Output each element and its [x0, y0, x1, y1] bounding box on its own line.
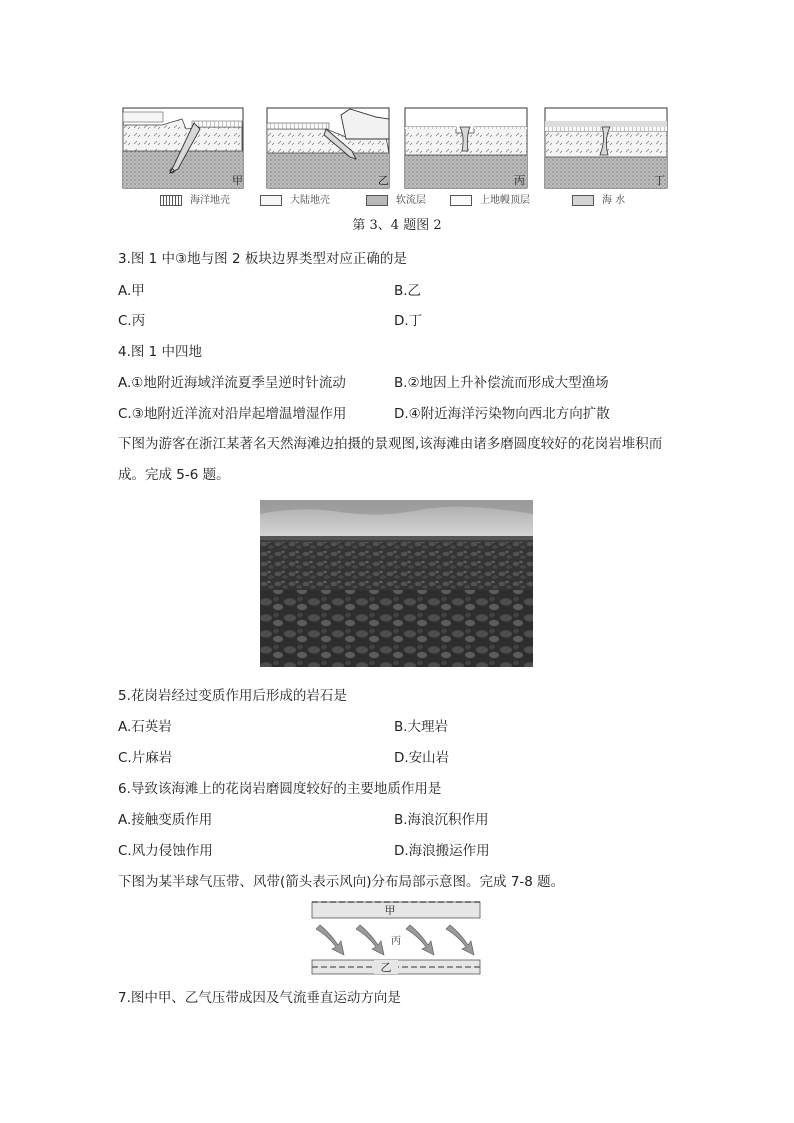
wind-belt-diagram [310, 899, 482, 979]
legend-label: 上地幔顶层 [480, 195, 530, 206]
question-3-option-b[interactable]: B.乙 [394, 283, 422, 299]
legend-item-seawater [572, 191, 625, 206]
legend-item-oceanic-crust [160, 191, 230, 206]
question-6-option-d[interactable]: D.海浪搬运作用 [394, 843, 490, 859]
question-4-option-c[interactable]: C.③地附近洋流对沿岸起增温增湿作用 [118, 406, 347, 422]
diagram-label-jia: 甲 [232, 174, 243, 187]
legend-item-continental-crust [260, 191, 330, 206]
wind-belt-label-yi: 乙 [380, 961, 392, 974]
question-6-option-c[interactable]: C.风力侵蚀作用 [118, 843, 213, 859]
legend-swatch [366, 195, 388, 206]
legend-item-upper-mantle [450, 191, 530, 206]
question-3-option-c[interactable]: C.丙 [118, 313, 146, 329]
diagram-label-ding: 丁 [654, 174, 665, 187]
legend-label: 大陆地壳 [290, 195, 330, 206]
wind-belt-label-bing: 丙 [391, 936, 401, 947]
legend-swatch [572, 195, 594, 206]
intro-questions-7-8: 下图为某半球气压带、风带(箭头表示风向)分布局部示意图。完成 7-8 题。 [118, 874, 565, 890]
diagram-label-bing: 丙 [514, 174, 525, 187]
question-3-option-d[interactable]: D.丁 [394, 313, 423, 329]
question-4-stem: 4.图 1 中四地 [118, 344, 203, 360]
diagram-bing [404, 107, 528, 189]
question-7-stem: 7.图中甲、乙气压带成因及气流垂直运动方向是 [118, 990, 401, 1006]
question-5-option-a[interactable]: A.石英岩 [118, 719, 172, 735]
legend-label: 海洋地壳 [190, 195, 230, 206]
question-6-option-a[interactable]: A.接触变质作用 [118, 812, 213, 828]
diagram-label-yi: 乙 [378, 174, 389, 187]
legend-label: 海 水 [602, 195, 626, 206]
beach-photo [260, 500, 533, 667]
intro-questions-5-6: 下图为游客在浙江某著名天然海滩边拍摄的景观图,该海滩由诸多磨圆度较好的花岗岩堆积而成。完成 5-6 题。 [118, 436, 663, 483]
question-5-option-b[interactable]: B.大理岩 [394, 719, 449, 735]
question-6-stem: 6.导致该海滩上的花岗岩磨圆度较好的主要地质作用是 [118, 781, 442, 797]
question-4-option-b[interactable]: B.②地因上升补偿流而形成大型渔场 [394, 375, 609, 391]
legend-swatch [260, 195, 282, 206]
question-4-option-d[interactable]: D.④附近海洋污染物向西北方向扩散 [394, 406, 610, 422]
legend-swatch [450, 195, 472, 206]
question-5-option-c[interactable]: C.片麻岩 [118, 750, 173, 766]
figure2-caption: 第 3、4 题图 2 [352, 218, 442, 233]
legend-item-asthenosphere [366, 191, 426, 206]
question-3-option-a[interactable]: A.甲 [118, 283, 145, 299]
legend-label: 软流层 [396, 195, 426, 206]
question-3-stem: 3.图 1 中③地与图 2 板块边界类型对应正确的是 [118, 251, 407, 267]
legend-swatch [160, 195, 182, 206]
diagram-yi [266, 107, 390, 189]
diagram-ding [544, 107, 668, 189]
question-5-stem: 5.花岗岩经过变质作用后形成的岩石是 [118, 688, 347, 704]
question-4-option-a[interactable]: A.①地附近海域洋流夏季呈逆时针流动 [118, 375, 346, 391]
question-6-option-b[interactable]: B.海浪沉积作用 [394, 812, 489, 828]
diagram-jia [122, 107, 244, 189]
question-5-option-d[interactable]: D.安山岩 [394, 750, 450, 766]
wind-belt-label-jia: 甲 [384, 904, 396, 917]
